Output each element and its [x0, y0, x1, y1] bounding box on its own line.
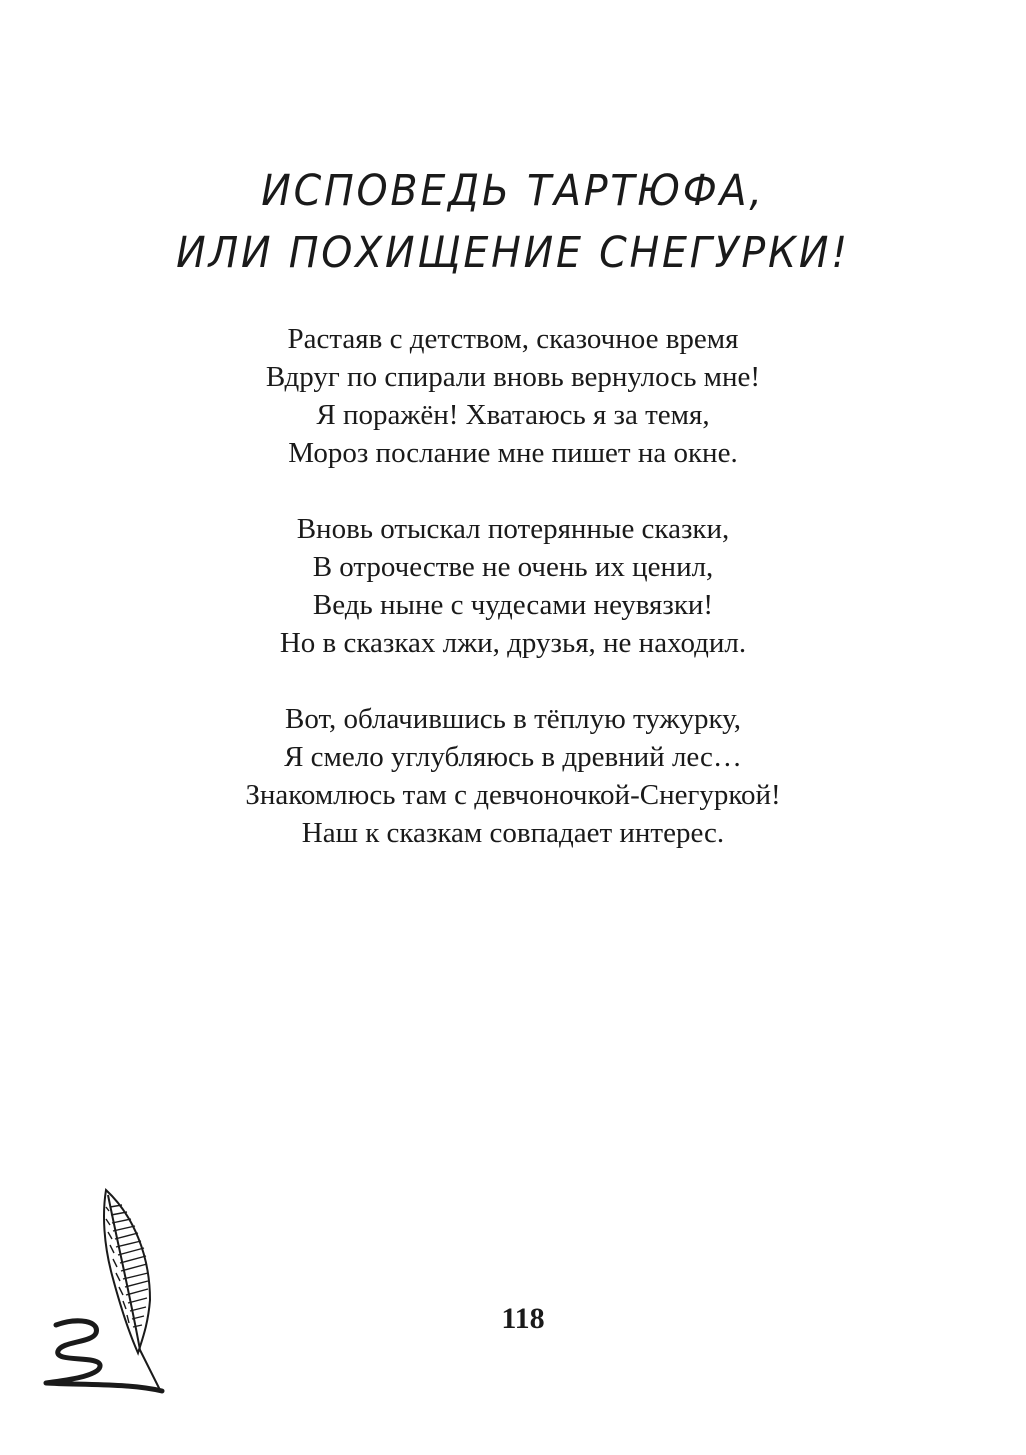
stanza-3: [0, 700, 1026, 852]
poem-line: Мороз послание мне пишет на окне.: [288, 437, 738, 469]
poem-line: Наш к сказкам совпадает интерес.: [301, 817, 725, 849]
poem-line: Я смело углубляюсь в древний лес…: [284, 741, 742, 773]
poem-line: Но в сказках лжи, друзья, не находил.: [279, 627, 747, 659]
stanza-1: [0, 320, 1026, 472]
poem-body: [0, 320, 1026, 890]
poem-line: Вот, облачившись в тёплую тужурку,: [284, 703, 742, 735]
poem-line: Знакомлюсь там с девчоночкой-Снегуркой!: [245, 779, 781, 811]
poem-title: [41, 160, 985, 284]
poem-line: Вновь отыскал потерянные сказки,: [296, 513, 730, 545]
page-number: 118: [501, 1302, 545, 1335]
stanza-2: [0, 510, 1026, 662]
quill-icon: [38, 1185, 178, 1400]
poem-line: Вдруг по спирали вновь вернулось мне!: [265, 361, 761, 393]
poem-title-line-2: ИЛИ ПОХИЩЕНИЕ СНЕГУРКИ!: [176, 228, 850, 278]
poem-line: Я поражён! Хватаюсь я за темя,: [316, 399, 710, 431]
poem-line: В отрочестве не очень их ценил,: [312, 551, 714, 583]
poem-line: Ведь ныне с чудесами неувязки!: [312, 589, 714, 621]
poem-title-line-1: ИСПОВЕДЬ ТАРТЮФА,: [261, 166, 765, 216]
poem-line: Растаяв с детством, сказочное время: [287, 323, 739, 355]
